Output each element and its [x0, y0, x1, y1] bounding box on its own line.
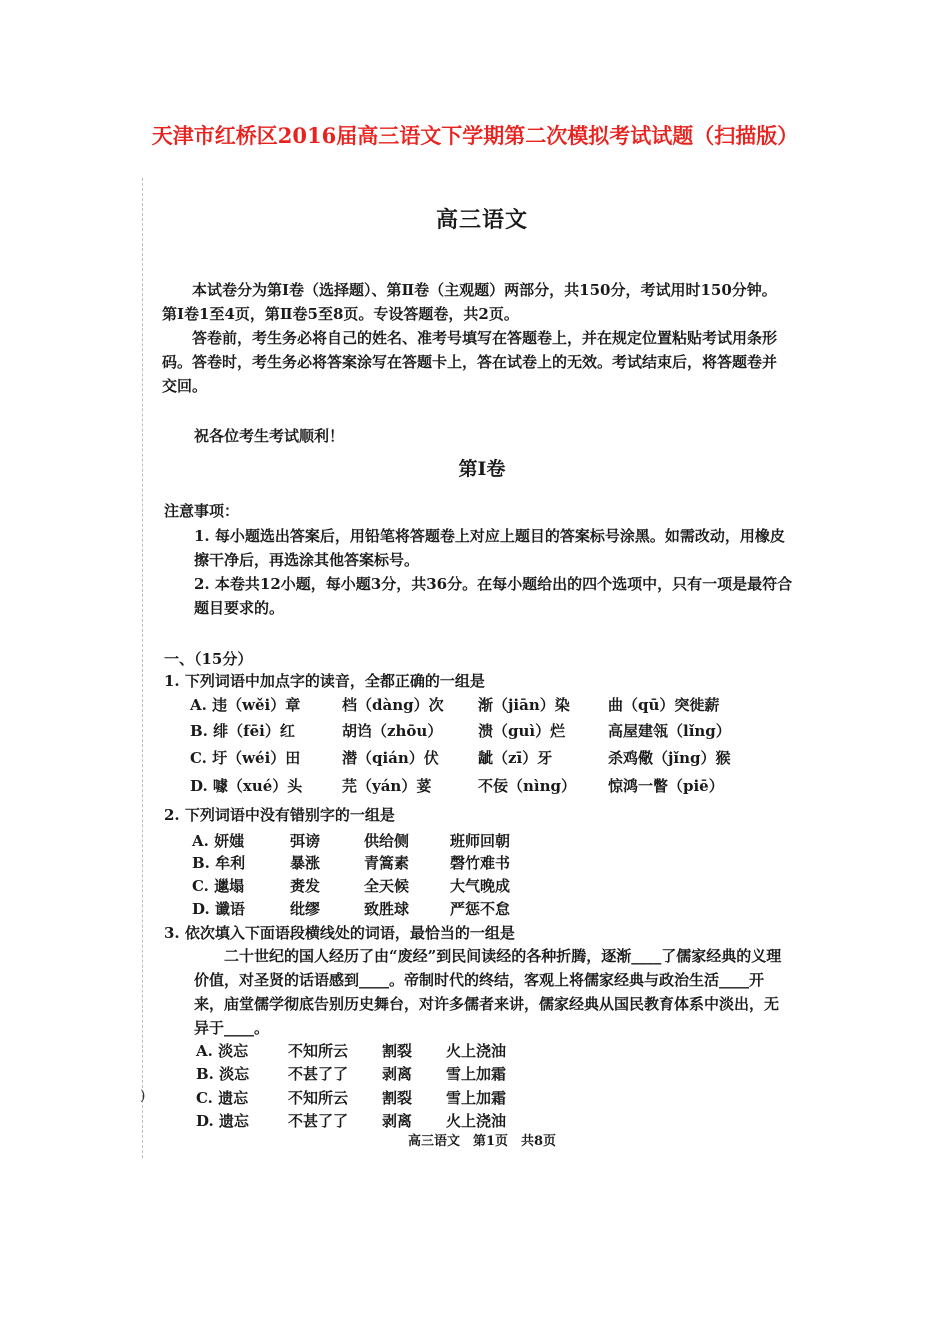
- q1-option-b-2: 胡诌（zhōu）: [342, 722, 443, 740]
- q3-option-b-4: 雪上加霜: [446, 1065, 507, 1083]
- q2-option-b-1: B. 牟利: [192, 854, 246, 872]
- q2-option-a-3: 供给侧: [364, 832, 410, 850]
- question-3-passage-text: 二十世纪的国人经历了由“废经”到民间读经的各种折腾，逐渐____了儒家经典的义理价值，对圣贤的话语感到____。帝制时代的终结，客观上将儒家经典与政治生活____开来，庙堂儒学彻底告别历史舞台，对许多儒者来讲，儒家经典从国民教育体系中淡出，无异于____。: [194, 947, 782, 1037]
- scan-edge-line: [142, 178, 145, 1158]
- q3-option-c-4: 雪上加霜: [446, 1089, 507, 1107]
- q2-option-c-3: 全天候: [364, 877, 410, 895]
- q2-option-a-2: 弭谤: [290, 832, 321, 850]
- q1-option-c-3: 龇（zī）牙: [478, 749, 553, 767]
- note-item-2: 2. 本卷共12小题，每小题3分，共36分。在每小题给出的四个选项中，只有一项是最符合题目要求的。: [194, 575, 793, 617]
- q3-option-d-2: 不甚了了: [288, 1112, 349, 1130]
- q1-option-d-1: D. 噱（xué）头: [190, 777, 303, 795]
- notes-heading: 注意事项：: [164, 502, 240, 520]
- question-3-passage: [194, 944, 789, 1040]
- q3-option-c-1: C. 遗忘: [196, 1089, 249, 1107]
- exam-title: 高三语文: [435, 207, 528, 233]
- intro-paragraph-2: [162, 326, 787, 398]
- q1-option-d-2: 芫（yán）荽: [342, 777, 432, 795]
- question-1-stem: 1. 下列词语中加点字的读音，全都正确的一组是: [164, 672, 485, 690]
- q3-option-d-1: D. 遗忘: [196, 1112, 249, 1130]
- q2-option-d-3: 致胜球: [364, 900, 410, 918]
- q3-option-c-2: 不知所云: [288, 1089, 349, 1107]
- intro-text-1: 本试卷分为第Ⅰ卷（选择题）、第Ⅱ卷（主观题）两部分，共150分，考试用时150分钟。第Ⅰ卷1至4页，第Ⅱ卷5至8页。专设答题卷，共2页。: [162, 281, 777, 323]
- q2-option-a-4: 班师回朝: [450, 832, 511, 850]
- q3-option-b-2: 不甚了了: [288, 1065, 349, 1083]
- section-title: 第Ⅰ卷: [458, 458, 506, 480]
- q3-option-d-4: 火上浇油: [446, 1112, 507, 1130]
- q3-option-a-4: 火上浇油: [446, 1042, 507, 1060]
- q2-option-b-3: 青篙素: [364, 854, 410, 872]
- question-3-stem: 3. 依次填入下面语段横线处的词语，最恰当的一组是: [164, 924, 515, 942]
- q2-option-b-4: 磬竹难书: [450, 854, 511, 872]
- q1-option-c-1: C. 圩（wéi）田: [190, 749, 301, 767]
- good-luck-wish: 祝各位考生考试顺利！: [194, 427, 345, 445]
- q1-option-a-1: A. 违（wěi）章: [190, 696, 301, 714]
- q3-option-c-3: 割裂: [382, 1089, 413, 1107]
- q3-option-b-1: B. 淡忘: [196, 1065, 250, 1083]
- q3-option-a-3: 割裂: [382, 1042, 413, 1060]
- q1-option-b-4: 高屋建瓴（lǐng）: [608, 722, 731, 740]
- q1-option-c-4: 杀鸡儆（jǐng）猴: [608, 749, 731, 767]
- q1-option-d-4: 惊鸿一瞥（piē）: [608, 777, 724, 795]
- q2-option-c-1: C. 邋塌: [192, 877, 245, 895]
- q2-option-d-1: D. 谶语: [192, 900, 245, 918]
- document-red-title: 天津市红桥区2016届高三语文下学期第二次模拟考试试题（扫描版）: [151, 123, 799, 148]
- page-footer: 高三语文 第1页 共8页: [407, 1134, 557, 1149]
- q3-option-b-3: 剥离: [382, 1065, 413, 1083]
- q2-option-d-4: 严惩不怠: [450, 900, 511, 918]
- intro-text-2: 答卷前，考生务必将自己的姓名、准考号填写在答题卷上，并在规定位置粘贴考试用条形码。答卷时，考生务必将答案涂写在答题卡上，答在试卷上的无效。考试结束后，将答题卷并交回。: [162, 329, 778, 395]
- scanned-page: [142, 178, 822, 1158]
- q3-option-d-3: 剥离: [382, 1112, 413, 1130]
- q2-option-c-4: 大气晚成: [450, 877, 511, 895]
- q1-option-a-3: 渐（jiān）染: [478, 696, 570, 714]
- q2-option-c-2: 赉发: [290, 877, 321, 895]
- q2-option-d-2: 纰缪: [290, 900, 321, 918]
- part-one-heading: 一、（15分）: [164, 650, 253, 668]
- margin-bracket-mark: ): [140, 1088, 146, 1104]
- q1-option-a-4: 曲（qū）突徙薪: [608, 696, 720, 714]
- q2-option-b-2: 暴涨: [290, 854, 321, 872]
- q1-option-b-3: 溃（guì）烂: [478, 722, 566, 740]
- intro-paragraph-1: [162, 278, 787, 326]
- question-2-stem: 2. 下列词语中没有错别字的一组是: [164, 806, 395, 824]
- q2-option-a-1: A. 妍媸: [192, 832, 245, 850]
- q3-option-a-1: A. 淡忘: [196, 1042, 249, 1060]
- q1-option-a-2: 档（dàng）次: [342, 696, 444, 714]
- q1-option-c-2: 潜（qián）伏: [342, 749, 439, 767]
- q1-option-d-3: 不佞（nìng）: [478, 777, 576, 795]
- q3-option-a-2: 不知所云: [288, 1042, 349, 1060]
- note-item-1: 1. 每小题选出答案后，用铅笔将答题卷上对应上题目的答案标号涂黑。如需改动，用橡皮擦干净后，再选涂其他答案标号。: [194, 527, 785, 569]
- q1-option-b-1: B. 绯（fēi）红: [190, 722, 295, 740]
